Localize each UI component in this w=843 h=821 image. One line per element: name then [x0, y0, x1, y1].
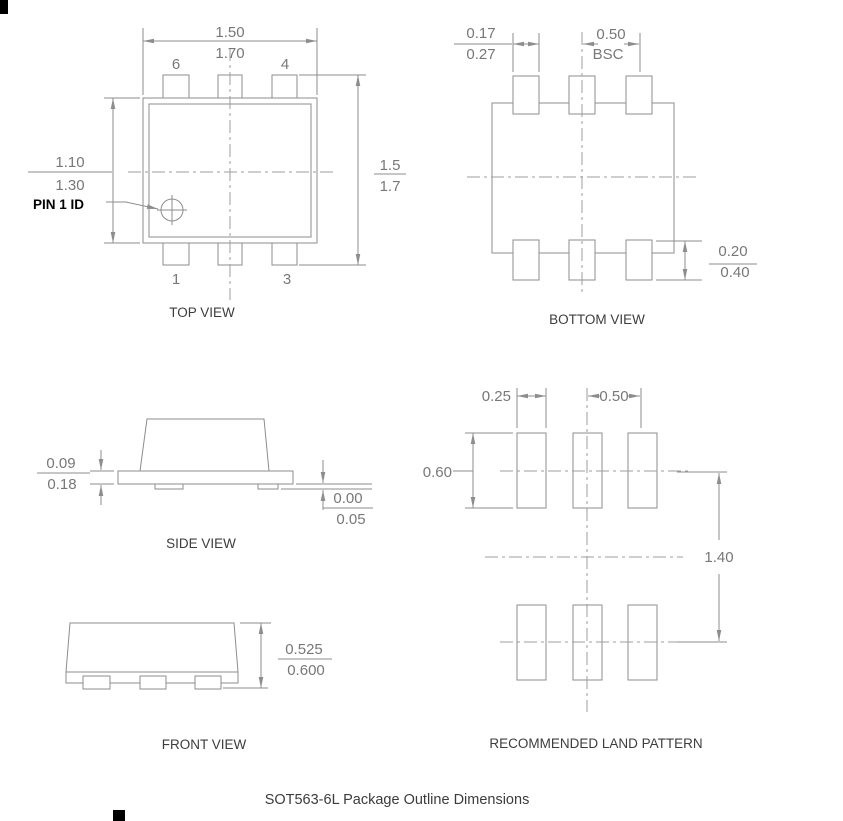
dim-text-pad-height: 0.60: [422, 464, 452, 481]
front-view-pin-left: [83, 676, 110, 689]
side-view-caption: SIDE VIEW: [166, 536, 236, 551]
land-pattern-caption: RECOMMENDED LAND PATTERN: [489, 736, 703, 751]
dim-text-pitch-basis: BSC: [592, 46, 624, 63]
top-view-caption: TOP VIEW: [169, 305, 235, 320]
dim-text-overall-length-max: 1.7: [379, 178, 401, 195]
dim-text-body-length-max: 1.30: [55, 177, 85, 194]
dim-text-lead-width-min: 0.17: [466, 25, 496, 42]
pin1-id-leader-arrow: [106, 202, 158, 209]
dim-text-lead-length-max: 0.40: [720, 264, 750, 281]
pin-number-4: 4: [280, 56, 290, 73]
dim-text-overall-length-min: 1.5: [379, 157, 401, 174]
top-view-pin4: [272, 75, 297, 98]
front-view: [66, 623, 332, 752]
pin-number-1: 1: [171, 271, 181, 288]
dim-text-thickness-min: 0.09: [46, 455, 76, 472]
side-view-body-outline: [140, 419, 269, 471]
side-view: [37, 419, 373, 551]
side-view-foot-right: [258, 484, 278, 489]
pin-number-3: 3: [282, 271, 292, 288]
dim-text-body-length-min: 1.10: [55, 154, 85, 171]
pin-number-6: 6: [171, 56, 181, 73]
dim-text-thickness-max: 0.18: [47, 476, 77, 493]
pin1-id-label: PIN 1 ID: [33, 197, 85, 212]
dim-text-standoff-max: 0.05: [336, 511, 366, 528]
dim-text-lead-length-min: 0.20: [718, 243, 748, 260]
front-view-pin-center: [140, 676, 166, 689]
dim-text-body-width-max: 1.70: [215, 45, 245, 62]
dim-text-lead-width-max: 0.27: [466, 46, 496, 63]
dim-text-standoff-min: 0.00: [333, 490, 363, 507]
bottom-view-pin-top-right: [626, 76, 652, 114]
bottom-view-pin-bottom-right: [626, 240, 652, 280]
side-view-lead-strip: [118, 471, 293, 484]
front-view-pin-right: [195, 676, 221, 689]
drawing-title: SOT563-6L Package Outline Dimensions: [264, 792, 530, 808]
dim-text-height-min: 0.525: [285, 641, 323, 658]
top-view: [28, 24, 406, 320]
bottom-view: [454, 25, 757, 327]
scan-artifact-top-left: [0, 0, 8, 14]
side-view-foot-left: [155, 484, 183, 489]
front-view-caption: FRONT VIEW: [161, 737, 247, 752]
dim-text-pad-width: 0.25: [481, 388, 511, 405]
bottom-view-caption: BOTTOM VIEW: [549, 312, 645, 327]
top-view-pin3: [272, 243, 297, 265]
top-view-pin1: [163, 243, 189, 265]
land-pattern: [423, 388, 734, 751]
bottom-view-pin-top-left: [513, 76, 539, 114]
bottom-view-pin-bottom-left: [513, 240, 539, 280]
dim-text-pad-pitch: 0.50: [599, 388, 629, 405]
front-view-body-outline: [66, 623, 238, 672]
bottom-view-body-outline: [492, 103, 674, 253]
top-view-pin6: [163, 75, 189, 98]
scan-artifact-bottom: [113, 810, 125, 821]
dim-text-height-max: 0.600: [287, 662, 325, 679]
dim-text-pitch-value: 0.50: [596, 26, 626, 43]
dim-text-row-spacing: 1.40: [704, 549, 734, 566]
dim-text-body-width-min: 1.50: [215, 24, 245, 41]
